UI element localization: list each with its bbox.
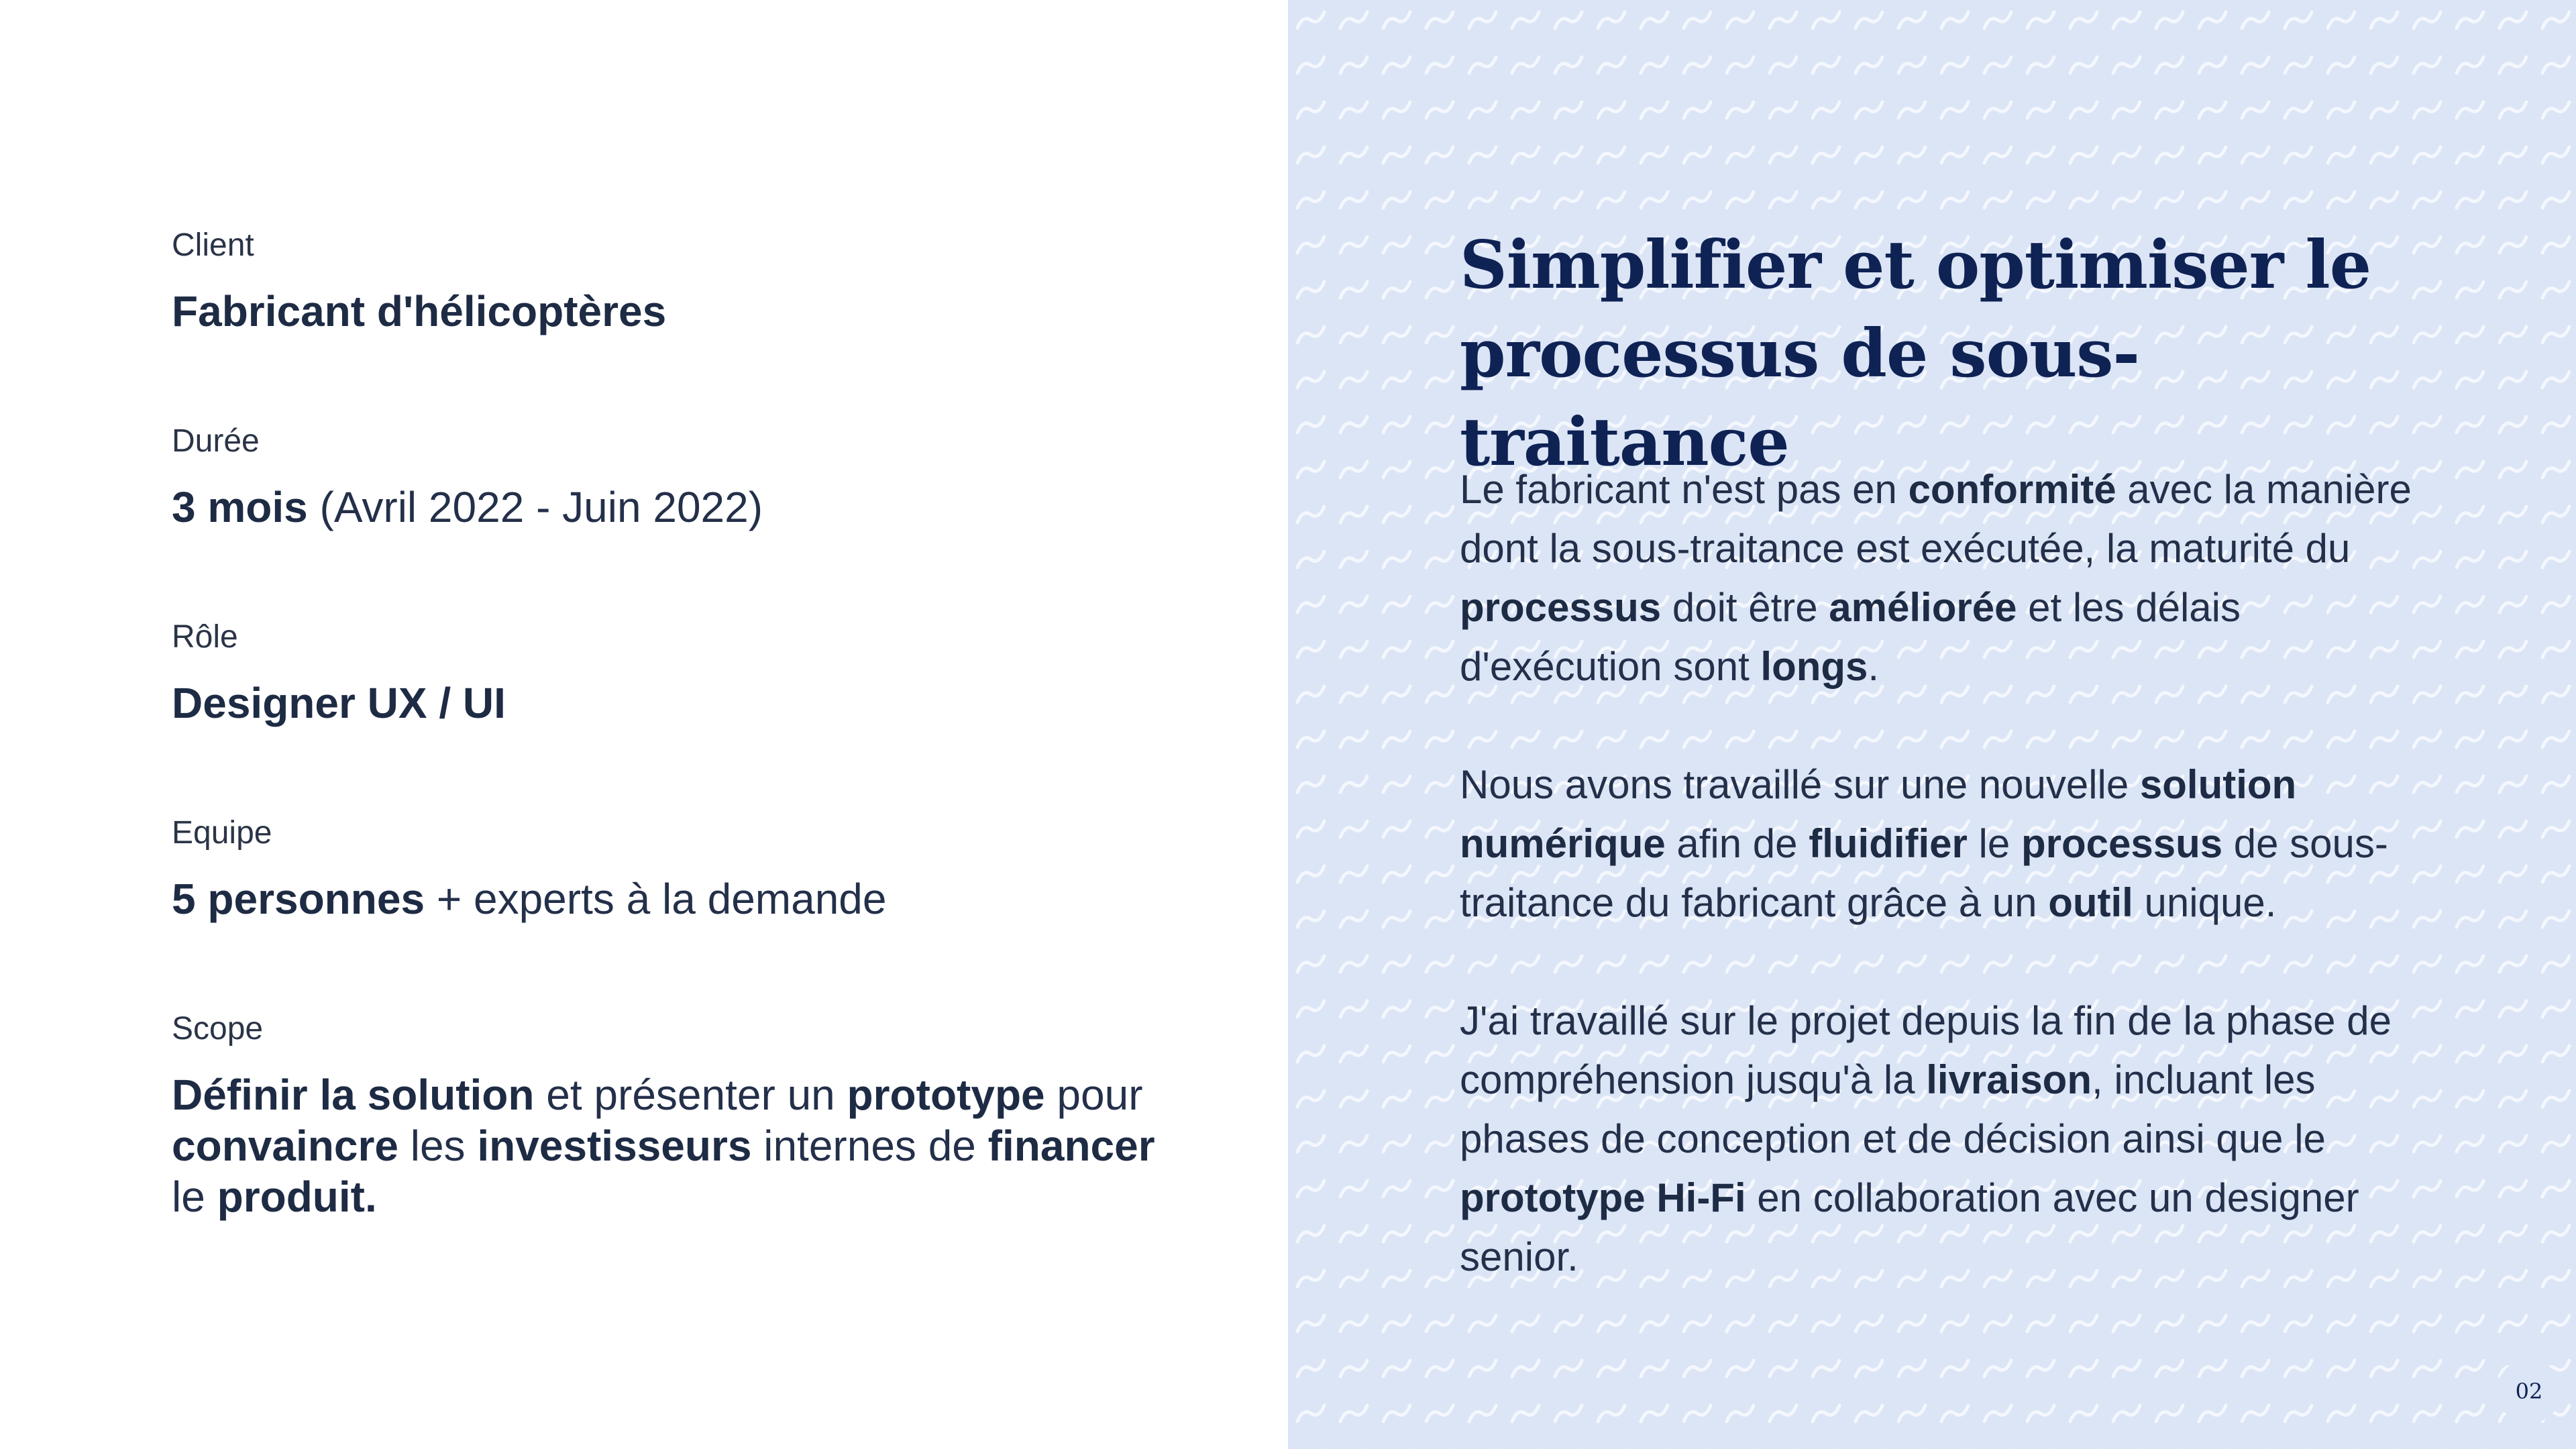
field-label: Scope bbox=[172, 1011, 264, 1046]
body-text: doit être bbox=[1661, 585, 1829, 630]
body-text: Le fabricant n'est pas en bbox=[1460, 467, 1909, 512]
body-text: . bbox=[1868, 644, 1880, 689]
body-text: avec la manière dont la sous-traitance est exécutée, la maturité du bbox=[1460, 467, 2412, 571]
field-value bbox=[172, 286, 1178, 337]
emphasis-text: 5 personnes bbox=[172, 875, 425, 923]
emphasis-text: outil bbox=[2048, 880, 2133, 925]
body-text: (Avril 2022 - Juin 2022) bbox=[307, 483, 763, 531]
body-text: en collaboration avec un designer senior. bbox=[1460, 1175, 2359, 1279]
emphasis-text: convaincre bbox=[172, 1122, 398, 1170]
field-value bbox=[172, 678, 1178, 729]
field-value bbox=[172, 482, 1178, 533]
emphasis-text: processus bbox=[2021, 821, 2223, 866]
emphasis-text: produit. bbox=[217, 1173, 377, 1221]
body-text: Nous avons travaillé sur une nouvelle bbox=[1460, 762, 2140, 807]
paragraph-role bbox=[1460, 991, 2412, 1287]
body-text: J'ai travaillé sur le projet depuis la fin de la phase de compréhension jusqu'à la bbox=[1460, 998, 2392, 1102]
field-team bbox=[172, 813, 1178, 924]
field-label: Client bbox=[172, 227, 254, 263]
body-text: et les délais d'exécution sont bbox=[1460, 585, 2241, 689]
emphasis-text: livraison bbox=[1926, 1057, 2092, 1102]
body-text: afin de bbox=[1665, 821, 1809, 866]
paragraph-solution bbox=[1460, 755, 2412, 932]
field-value bbox=[172, 873, 1178, 924]
emphasis-text: prototype bbox=[847, 1071, 1045, 1119]
emphasis-text: processus bbox=[1460, 585, 1662, 630]
emphasis-text: Définir la solution bbox=[172, 1071, 535, 1119]
field-duration bbox=[172, 421, 1178, 533]
paragraph-problem bbox=[1460, 460, 2412, 696]
emphasis-text: Designer UX / UI bbox=[172, 679, 506, 727]
emphasis-text: améliorée bbox=[1829, 585, 2017, 630]
emphasis-text: longs bbox=[1760, 644, 1868, 689]
body-text: unique. bbox=[2133, 880, 2277, 925]
body-text: les bbox=[398, 1122, 478, 1170]
body-text: de sous-traitance du fabricant grâce à un bbox=[1460, 821, 2388, 925]
body-text: le bbox=[172, 1173, 217, 1221]
summary-panel bbox=[1288, 0, 2576, 1449]
body-text: + experts à la demande bbox=[425, 875, 887, 923]
emphasis-text: Fabricant d'hélicoptères bbox=[172, 287, 667, 335]
body-text: et présenter un bbox=[534, 1071, 847, 1119]
field-label: Rôle bbox=[172, 619, 238, 655]
page-title: Simplifier et optimiser le processus de sous-traitance bbox=[1460, 227, 2371, 481]
field-value bbox=[172, 1069, 1178, 1222]
page-number: 02 bbox=[2497, 1359, 2561, 1424]
body-text: , incluant les phases de conception et de décision ainsi que le bbox=[1460, 1057, 2326, 1161]
field-label: Equipe bbox=[172, 815, 272, 851]
body-text: pour bbox=[1044, 1071, 1143, 1119]
emphasis-text: fluidifier bbox=[1809, 821, 1968, 866]
emphasis-text: conformité bbox=[1908, 467, 2116, 512]
emphasis-text: financer bbox=[987, 1122, 1155, 1170]
field-client bbox=[172, 225, 1178, 337]
emphasis-text: investisseurs bbox=[477, 1122, 752, 1170]
body-text: internes de bbox=[751, 1122, 988, 1170]
body-text: le bbox=[1967, 821, 2021, 866]
emphasis-text: prototype Hi-Fi bbox=[1460, 1175, 1746, 1220]
field-role bbox=[172, 617, 1178, 729]
emphasis-text: solution numérique bbox=[1460, 762, 2297, 866]
field-label: Durée bbox=[172, 423, 260, 459]
field-scope bbox=[172, 1009, 1178, 1222]
emphasis-text: 3 mois bbox=[172, 483, 308, 531]
